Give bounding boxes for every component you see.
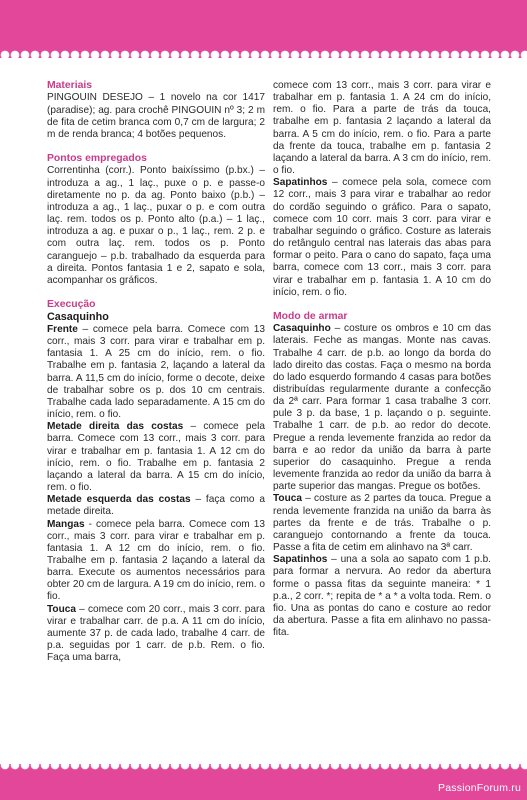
- paragraph-touca: [47, 604, 265, 665]
- text-touca-armar: – costure as 2 partes da touca. Pregue a renda levemente franzida na união da barra às partes da frente e de trás. Trabalhe o p. caranguejo contornando a frente da touca. Passe a fita de cetim em alinhavo na 3ª carr.: [273, 493, 491, 554]
- paragraph-frente: [47, 324, 265, 421]
- text-sapatinhos: – comece pela sola, comece com 12 corr., mais 3 para virar e trabalhar ao redor do cordão seguindo o gráfico. Para o sapato, comece com 10 corr. mais 3 corr. para virar e trabalhar seguindo o gráfico. Costure as laterais do retângulo central nas laterais das abas para formar o peito. Para o cano do sapato, faça uma barra, comece com 13 corr., mais 3 corr. para virar e trabalhar em p. fantasia 1. A 10 cm do início, rem. o fio.: [273, 177, 491, 298]
- touca-continued-text: comece com 13 corr., mais 3 corr. para virar e trabalhar em p. fantasia 1. A 24 cm do início, rem. o fio. Para a parte de trás da touca, trabalhe em p. fantasia 2 laçando a lateral da barra. A 5 cm do início, rem. o fio. Para a parte da frente da touca, trabalhe em p. fantasia 2 laçando a lateral da barra. A 3 cm do início, rem. o fio.: [273, 80, 491, 177]
- paragraph-sapatinhos-armar: [273, 554, 491, 639]
- paragraph-sapatinhos: [273, 177, 491, 299]
- label-mangas: Mangas: [47, 518, 85, 530]
- text-frente: – comece pela barra. Comece com 13 corr., mais 3 corr. para virar e trabalhar em p. fantasia 1. A 25 cm do início, rem. o fio. Trabalhe em p. fantasia 2, laçando a lateral da barra. A 11,5 cm do início, forme o decote, deixe de trabalhar sobre os p. dos 10 cm centrais. Trabalhe cada lado separadamente. A 15 cm do início, rem. o fio.: [47, 324, 265, 421]
- left-column: [47, 80, 265, 664]
- text-touca: – comece com 20 corr., mais 3 corr. para virar e trabalhar carr. de p.a. A 11 cm do início, aumente 37 p. de cada lado, trabalhe 4 carr. de p.a. seguidas por 1 carr. de p.b. Rem. o fio. Faça uma barra,: [47, 603, 265, 664]
- right-column: [273, 80, 491, 639]
- label-frente: Frente: [47, 324, 78, 335]
- label-touca-armar: Touca: [273, 493, 302, 505]
- paragraph-touca-armar: [273, 493, 491, 554]
- label-sapatinhos: Sapatinhos: [273, 177, 328, 189]
- pontos-text: Correntinha (corr.). Ponto baixíssimo (p.bx.) – introduza a ag., 1 laç., puxe o p. e passe-o diretamente no p. da ag. Ponto baixo (p.b.) – introduza a ag., 1 laç., puxar o p. e com outra laç. rem. todos os p. Ponto alto (p.a.) – 1 laç., introduza a ag. e puxar o p., 1 laç., rem. 2 p. e com outra laç. rem. todos os p. Ponto caranguejo – p.b. trabalhado da esquerda para a direita. Pontos fantasia 1 e 2, sapato e sola, acompanhar os gráficos.: [47, 165, 265, 286]
- heading-modo-de-armar: Modo de armar: [273, 310, 348, 322]
- text-mangas: - comece pela barra. Comece com 13 corr., mais 3 corr. para virar e trabalhar em p. fantasia 1. A 12 cm do início, rem. o fio. Trabalhe em p. fantasia 2 laçando a lateral da barra. Execute os aumentos necessários para obter 20 cm de largura. A 19 cm do início, rem. o fio.: [47, 518, 265, 603]
- paragraph-mangas: [47, 519, 265, 604]
- paragraph-metade-esquerda: [47, 494, 265, 518]
- label-metade-esquerda: Metade esquerda das costas: [47, 494, 191, 506]
- materiais-text: PINGOUIN DESEJO – 1 novelo na cor 1417 (paradise); ag. para crochê PINGOUIN nº 3; 2 m de fita de cetim branca com 0,7 cm de largura; 2 m de renda branca; 4 botões pequenos.: [47, 92, 265, 140]
- bottom-scallop-border: [0, 758, 527, 772]
- heading-pontos-empregados: Pontos empregados: [47, 153, 147, 165]
- paragraph-casaquinho: [273, 323, 491, 493]
- top-scallop-border: [0, 48, 527, 62]
- text-casaquinho: – costure os ombros e 10 cm das laterais. Feche as mangas. Monte nas cavas. Trabalhe 4 carr. de p.b. ao longo da borda do lado direito das costas. Faça o mesmo na borda do lado esquerdo formando 4 casas para botões distribuídas regularmente durante a confecção da 2ª carr. Para formar 1 casa trabalhe 3 corr. pule 3 p. da base, 1 p. laçando o p. seguinte. Trabalhe 1 carr. de p.b. ao redor do decote. Pregue a renda levemente franzida ao redor da barra e ao redor da união da barra à parte superior do casaquinho. Pregue a renda levemente franzida ao redor da união da barra à parte superior das mangas. Pregue os botões.: [273, 323, 491, 493]
- label-touca: Touca: [47, 603, 76, 615]
- label-sapatinhos-armar: Sapatinhos: [273, 554, 328, 566]
- text-metade-esquerda: – faça como a metade direita.: [47, 494, 265, 518]
- label-casaquinho: Casaquinho: [273, 323, 331, 335]
- paragraph-metade-direita: [47, 421, 265, 494]
- text-metade-direita: – comece pela barra. Comece com 13 corr., mais 3 corr. para virar e trabalhar em p. fantasia 1. A 12 cm do início, rem. o fio. Trabalhe em p. fantasia 2 laçando a lateral da barra. A 15 cm do início, rem. o fio.: [47, 421, 265, 494]
- label-metade-direita: Metade direita das costas: [47, 421, 184, 433]
- watermark-text: PassionForum.ru: [438, 782, 521, 794]
- heading-execucao: Execução: [47, 299, 96, 310]
- text-sapatinhos-armar: – una a sola ao sapato com 1 p.b. para formar a nervura. Ao redor da abertura forme o passa fitas da seguinte maneira: * 1 p.a., 2 corr. *; repita de * a * a volta toda. Rem. o fio. Una as pontas do cano e costure ao redor da abertura. Passe a fita em alinhavo no passa-fita.: [273, 554, 491, 639]
- subheading-casaquinho: Casaquinho: [47, 311, 109, 324]
- heading-materiais: Materiais: [47, 80, 93, 91]
